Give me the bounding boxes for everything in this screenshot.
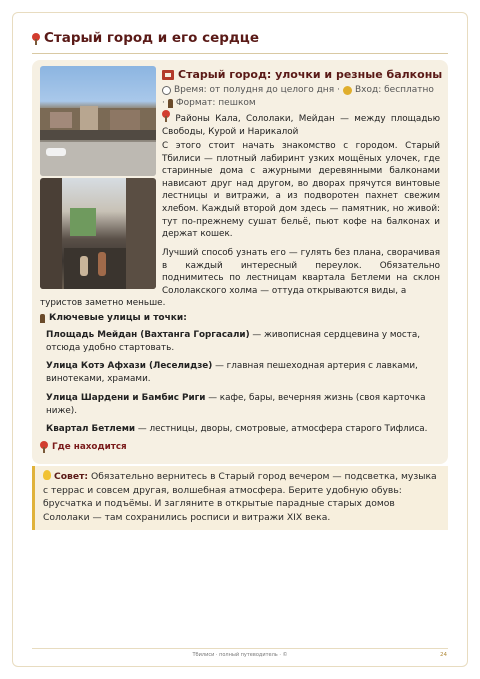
- keypoint-item: [46, 329, 440, 354]
- meta-format: Формат: пешком: [175, 98, 256, 108]
- clock-icon: [162, 86, 171, 95]
- tip-text: Обязательно вернитесь в Старый город вечером — подсветка, музыка с террас и совсем другая, волшебная атмосфера. Берите удобную обувь: брусчатка и подъёмы. И загляните в открытые парадные старых домов Сололаки — там сохранились росписи и витражи XIX века.: [43, 471, 437, 523]
- meta-separator: ·: [337, 85, 340, 95]
- page-number: 24: [440, 652, 447, 658]
- keypoint-name: Улица Шардени и Бамбис Риги: [46, 393, 206, 403]
- walk-icon: [168, 99, 173, 108]
- meta-time: Время: от полудня до целого дня: [174, 85, 335, 95]
- coin-icon: [343, 86, 352, 95]
- walk-icon: [40, 314, 45, 323]
- keypoint-name: Площадь Мейдан (Вахтанга Горгасали): [46, 330, 250, 340]
- footer-text: Тбилиси · полный путеводитель · ©: [192, 652, 288, 658]
- footer-divider: [32, 648, 448, 649]
- card-districts: [162, 110, 440, 138]
- bulb-icon: [43, 470, 51, 480]
- tip-label: Совет:: [54, 471, 89, 482]
- meta-entry: Вход: бесплатно: [355, 85, 434, 95]
- section-divider: [32, 53, 448, 54]
- card-meta: [162, 84, 442, 110]
- pin-icon: [32, 33, 40, 44]
- keypoint-item: [46, 423, 440, 436]
- districts-text: Районы Кала, Сололаки, Мейдан — между площадью Свободы, Курой и Нарикалой: [162, 114, 440, 137]
- keypoint-name: Улица Котэ Афхази (Леселидзе): [46, 361, 213, 371]
- keypoint-desc: — кафе, бары, вечерняя жизнь (своя карточка ниже).: [46, 393, 426, 416]
- keypoint-item: [46, 360, 440, 385]
- section-title: [32, 30, 259, 46]
- card-title: [162, 68, 442, 81]
- photo-old-town-street: [40, 178, 156, 289]
- keypoint-desc: — живописная сердцевина у моста, отсюда удобно стартовать.: [46, 330, 421, 353]
- pin-icon: [40, 441, 48, 452]
- meta-row-1: [162, 84, 442, 97]
- card-paragraph-1: С этого стоит начать знакомство с городом. Старый Тбилиси — плотный лабиринт узких мощёных улочек, где старинные дома с ажурными деревянными балконами нависают друг над другом, во дворах прячутся винтовые лестницы и витражи, а из подворотен пахнет свежим хлебом. Каждый второй дом здесь — памятник, но живой: тут по-прежнему сушат бельё, пьют кофе на балконах и держат кошек.: [162, 141, 440, 240]
- building-icon: [162, 70, 174, 80]
- where-link-text[interactable]: Где находится: [52, 441, 127, 452]
- card-paragraph-2-end: туристов заметно меньше.: [40, 298, 166, 308]
- meta-row-2: [162, 97, 442, 110]
- keypoint-item: [46, 392, 440, 417]
- keypoints-heading: [40, 313, 187, 323]
- keypoint-desc: — лестницы, дворы, смотровые, атмосфера старого Тифлиса.: [135, 424, 428, 434]
- section-title-text: Старый город и его сердце: [44, 30, 259, 46]
- keypoints-heading-text: Ключевые улицы и точки:: [49, 313, 187, 323]
- pin-icon: [162, 110, 170, 121]
- card-paragraph-2: Лучший способ узнать его — гулять без плана, сворачивая в каждый интересный переулок. Обязательно поднимитесь по лестницам квартала Бетлеми на склон Сололакского холма — оттуда открываются виды, а: [162, 248, 440, 296]
- meta-separator-2: ·: [162, 98, 165, 108]
- photo-old-town-panorama: [40, 66, 156, 176]
- tip-box: [32, 466, 448, 530]
- keypoint-desc: — главная пешеходная артерия с лавками, винотеками, храмами.: [46, 361, 418, 384]
- card-title-text: Старый город: улочки и резные балконы: [178, 68, 443, 81]
- keypoint-name: Квартал Бетлеми: [46, 424, 136, 434]
- where-link[interactable]: [40, 441, 127, 452]
- place-card: [32, 60, 448, 464]
